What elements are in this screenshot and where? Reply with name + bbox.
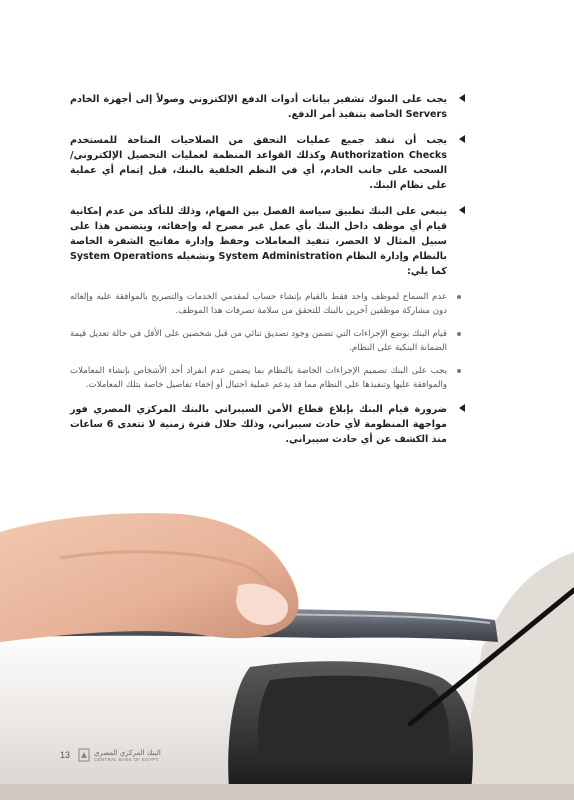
triangle-bullet-icon [459, 404, 465, 412]
dot-bullet-icon [457, 369, 461, 373]
triangle-bullet-icon [459, 206, 465, 214]
triangle-bullet-icon [459, 135, 465, 143]
bullet-text: يجب أن تنفذ جميع عمليات التحقق من الصلاحيات المتاحة للمستخدم Authorization Checks وكذلك القواعد المنظمة لعمليات التحصيل الإلكتروني/السحب على جانب الخادم، أي في النظم الخلفية بالبنك، قبل إتمام أي عملية على نظام البنك. [70, 135, 448, 191]
sub-bullet-item [70, 290, 465, 318]
bullet-segregation-of-duties [70, 204, 465, 279]
page-number: 13 [60, 750, 71, 760]
bullet-text: ضرورة قيام البنك بإبلاغ قطاع الأمن السيبراني بالبنك المركزي المصري فور مواجهة المنظومة لأي حادث سيبراني، وذلك خلال فترة زمنية لا تتعدى 6 ساعات منذ الكشف عن أي حادث سيبراني. [70, 404, 447, 445]
sub-bullet-text: يجب على البنك تصميم الإجراءات الخاصة بالنظام بما يضمن عدم انفراد أحد الأشخاص بإنشاء المعاملات والموافقة عليها وتنفيذها على النظام مما قد يدعم عملية احتيال أو إخفاء تفاصيل خاصة بتلك المعاملات. [70, 366, 447, 390]
triangle-bullet-icon [459, 94, 465, 102]
sub-bullet-list [70, 290, 465, 392]
document-body [70, 92, 465, 458]
bullet-text: يجب على البنوك تشفير بيانات أدوات الدفع الإلكتروني وصولاً إلى أجهزة الخادم Servers الخاصة بتنفيذ أمر الدفع. [70, 94, 447, 120]
dot-bullet-icon [457, 332, 461, 336]
bullet-authorization-checks [70, 133, 465, 193]
logo-english-text: CENTRAL BANK OF EGYPT [94, 756, 159, 762]
sub-bullet-text: عدم السماح لموظف واحد فقط بالقيام بإنشاء حساب لمقدمي الخدمات والتصريح بالموافقة عليه وإلغائه دون مشاركة موظفين آخرين بالبنك للتحقق من سلامة تصرفات هذا الموظف. [70, 292, 447, 316]
sub-bullet-item [70, 364, 465, 392]
bank-emblem-icon [78, 748, 90, 762]
bullet-servers-encryption [70, 92, 465, 122]
bullet-text: ينبغي على البنك تطبيق سياسة الفصل بين المهام، وذلك للتأكد من عدم إمكانية قيام أي موظف داخل البنك بأي عمل غير مصرح له وإخفائه، ويتضمن هذا على سبيل المثال لا الحصر، تنفيذ المعاملات وحفظ وإدارة مفاتيح الشفرة الخاصة بالنظام وإدارة النظام System Administration وتشغيله System Operations كما يلي: [70, 206, 448, 277]
bullet-cyber-incident-reporting [70, 402, 465, 447]
central-bank-logo [78, 748, 161, 762]
page-footer [60, 748, 161, 762]
sub-bullet-item [70, 327, 465, 355]
sub-bullet-text: قيام البنك بوضع الإجراءات التي تضمن وجود تصديق ثنائي من قبل شخصين على الأقل في حالة تعديل قيمة الضمانة البنكية على النظام. [70, 329, 447, 353]
dot-bullet-icon [457, 295, 461, 299]
logo-arabic-text: البنك المركزي المصري [94, 748, 161, 757]
